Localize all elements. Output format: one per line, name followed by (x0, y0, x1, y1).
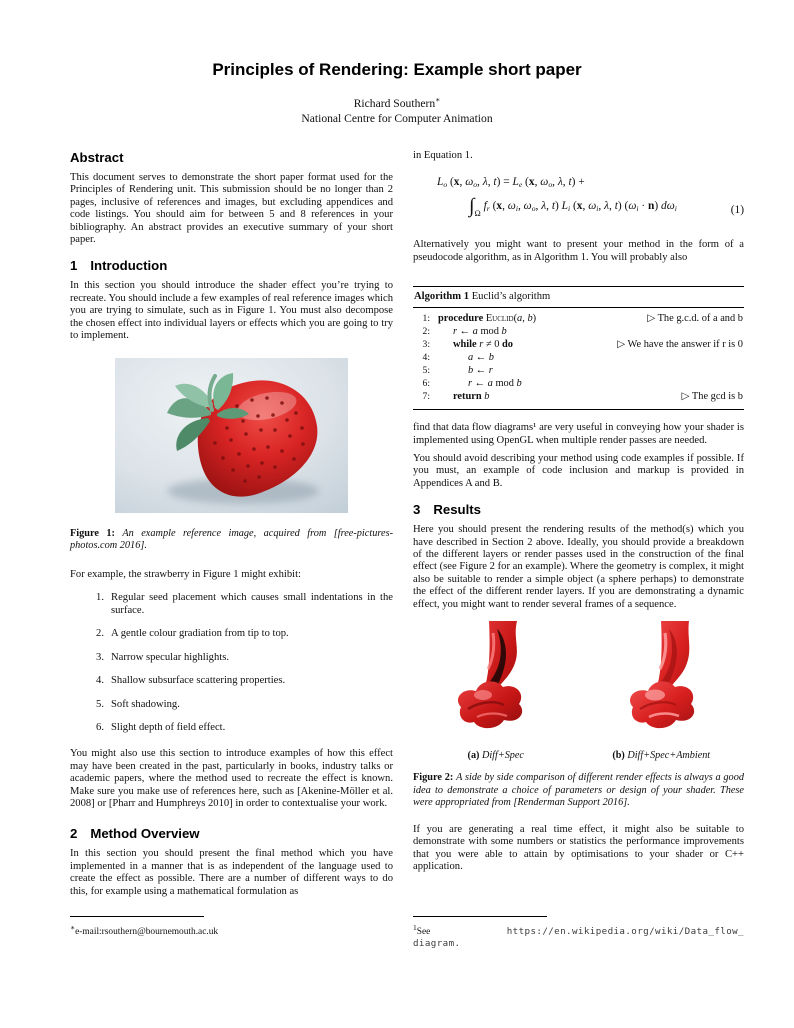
section-3-heading (413, 502, 744, 518)
list-intro: For example, the strawberry in Figure 1 might exhibit: (70, 569, 301, 581)
figure2-subfigure-a (413, 621, 579, 762)
effects-list (70, 592, 393, 734)
equation-line-2: $\int_\Omega$ $f_r$ (x, $\omega_i$, $\omega_o$, λ, t) $L_i$ (x, $\omega_i$, λ, t) $(\omega_i \cdot n)$ $d\omega_i$ (1) (413, 193, 744, 227)
section-title: Method Overview (90, 826, 200, 842)
figure1-strawberry-image (115, 358, 348, 513)
section-2-heading (70, 826, 393, 842)
algorithm-body (413, 308, 744, 409)
equation-number: (1) (730, 204, 744, 217)
right-footnote (413, 916, 744, 950)
figure2-subfigure-b (579, 621, 745, 762)
section-number: 1 (70, 258, 78, 274)
avoid-code-paragraph: You should avoid describing your method using code examples if possible. If you must, an example of code inclusion and markup is provided in Appendices A and B. (413, 453, 744, 489)
wiki-url-link-continued[interactable]: diagram. (413, 938, 461, 950)
figure2b-cloth-image (599, 621, 724, 736)
figure2 (413, 621, 744, 762)
figure1-caption-text: An example reference image, acquired from [free-pictures-photos.com 2016]. (70, 527, 394, 552)
figure1-label: Figure 1: (70, 527, 115, 539)
algorithm-line: 6: r ← a mod b (422, 378, 522, 390)
equation-line-1: $L_o$ (x, $\omega_o$, λ, $t) = L_e$ (x, $\omega_o$, λ, t) + (437, 176, 585, 190)
paper-header (0, 60, 794, 125)
figure1-caption (70, 528, 393, 553)
email-link[interactable]: e-mail:rsouthern@bournemouth.ac.uk (75, 927, 219, 938)
abstract-paragraph: This document serves to demonstrate the short paper format used for the Principles of Rendering unit. This submission should be no longer than 2 pages, inclusive of references and images, but excluding appendices and code listings. You should aim for between 5 and 8 references in your bibliography. An abstract provides an executive summary of your short paper. (70, 172, 393, 246)
algorithm-line: 3: while r ≠ 0 do ▷ We have the answer if r is 0 (422, 339, 743, 351)
algorithm-line: 2: r ← a mod b (422, 326, 507, 338)
algorithm-intro-paragraph: Alternatively you might want to present your method in the form of a pseudocode algorithm, as in Algorithm 1. You will probably also (413, 239, 744, 263)
algorithm-line: 7: return b ▷ The gcd is b (422, 391, 743, 403)
figure2a-cloth-image (433, 621, 558, 736)
dataflow-paragraph: find that data flow diagrams¹ are very useful in conveying how your shader is implemented using OpenGL when multiple render passes are needed. (413, 422, 744, 446)
list-item: 1. Regular seed placement which causes small indentations in the surface. (96, 592, 393, 616)
figure2b-subcaption: (b) Diff+Spec+Ambient (612, 749, 711, 761)
affiliation: National Centre for Computer Animation (301, 111, 493, 125)
list-item: 4. Shallow subsurface scattering properties. (96, 675, 286, 687)
footnote-see: $^1$See (413, 923, 431, 938)
section-number: 2 (70, 826, 78, 842)
equation-intro: in Equation 1. (413, 150, 473, 161)
figure2a-subcaption: (a) Diff+Spec (467, 749, 524, 761)
paper-title: Principles of Rendering: Example short paper (212, 60, 582, 79)
author-line (0, 95, 794, 110)
footnote-rule (413, 916, 547, 917)
left-footnote (70, 916, 393, 938)
section-1-heading (70, 258, 393, 274)
left-column (70, 150, 393, 898)
author-name: Richard Southern (353, 96, 436, 110)
section-number: 3 (413, 502, 421, 518)
figure1 (70, 358, 393, 553)
list-item: 5. Soft shadowing. (96, 698, 180, 710)
wiki-url-link[interactable]: https://en.wikipedia.org/wiki/Data_flow_ (506, 926, 744, 938)
results-paragraph: Here you should present the rendering results of the method(s) which you have described in Section 2 above. Ideally, you should provide a breakdown of the different layers or render passes used in the construction of the final effect (see Figure 2 for an example). Where the geometry is complex, it might also be suitable to render a simple object (a sphere perhaps) to demonstrate the effect of the different render layers. If you are demonstrating a dynamic effect, you might want to render several frames of a sequence. (413, 524, 744, 610)
intro-paragraph: In this section you should introduce the shader effect you’re trying to recreate. You should include a few examples of real reference images which you are trying to simulate, such as in Figure 1. You must also decompose the chosen effect into individual layers or effects which you are going to try to implement. (70, 280, 393, 342)
context-paragraph: You might also use this section to introduce examples of how this effect may have been created in the past, particularly in books, industry talks or academic papers, where the method used to recreate the effect is known. Make sure you make use of references here, such as [Akenine-Möller et al. 2008] or [Pharr and Humphreys 2010] in order to contextualise your work. (70, 748, 393, 809)
list-item: 2. A gentle colour gradiation from tip to top. (96, 628, 289, 640)
algorithm-line: 5: b ← r (422, 365, 493, 377)
realtime-paragraph: If you are generating a real time effect, it might also be suitable to demonstrate with some numbers or statistics the performance improvements that you were able to attain by optimisations to your shader or C++ application. (413, 823, 744, 872)
author-footnote-mark: ∗ (435, 95, 441, 104)
footnote-rule (70, 916, 204, 917)
list-item: 3. Narrow specular highlights. (96, 651, 229, 663)
method-paragraph: In this section you should present the final method which you have implemented in a manner that is as independent of the language used to create the effect as possible. There are a number of different ways to do this, for example using a mathematical formulation as (70, 848, 393, 897)
algorithm-header (413, 287, 744, 308)
figure2-caption-text: A side by side comparison of different render effects is always a good idea to demonstrate a choice of parameters or design of your shader. These were appropriated from [Renderman Support 2016]. (413, 771, 744, 809)
figure2-label: Figure 2: (413, 771, 454, 783)
algorithm-label: Algorithm 1 (414, 291, 470, 303)
figure2-caption (413, 772, 744, 810)
abstract-heading: Abstract (70, 150, 124, 165)
algorithm-line: 1: procedure Euclid(a, b) ▷ The g.c.d. of a and b (422, 313, 743, 325)
right-column (413, 150, 744, 873)
algorithm-title: Euclid’s algorithm (471, 291, 551, 303)
section-title: Introduction (90, 258, 168, 274)
footnote-mark: ∗ (70, 923, 76, 932)
list-item: 6. Slight depth of field effect. (96, 721, 226, 733)
algorithm-box (413, 286, 744, 410)
algorithm-line: 4: a ← b (422, 352, 494, 364)
section-title: Results (433, 502, 481, 518)
rendering-equation (413, 174, 744, 227)
